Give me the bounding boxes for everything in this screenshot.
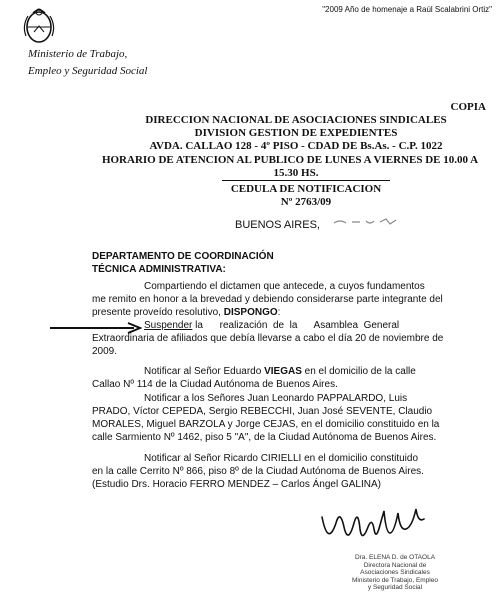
p3-line-2: Callao Nº 114 de la Ciudad Autónoma de Buenos Aires. bbox=[92, 379, 338, 390]
signer-title-4: y Seguridad Social bbox=[367, 584, 423, 591]
p4-line-3: MORALES, Miguel BARZOLA y Jorge CEJAS, en el domicilio constituido en la bbox=[92, 419, 440, 430]
p4-line-2: PRADO, Víctor CEPEDA, Sergio REBECCHI, Juan José SEVENTE, Claudio bbox=[92, 406, 433, 417]
p4-line-4: calle Sarmiento Nº 1462, piso 5 "A", de la Ciudad Autónoma de Buenos Aires. bbox=[92, 432, 437, 443]
header-line-2: DIVISION GESTION DE EXPEDIENTES bbox=[194, 127, 398, 139]
department-line-2: TÉCNICA ADMINISTRATIVA: bbox=[92, 264, 226, 275]
cedula-title: CEDULA DE NOTIFICACION bbox=[230, 183, 382, 195]
city-date-line: BUENOS AIRES, bbox=[235, 219, 320, 231]
p3-line-1-post: en el domicilio de la calle bbox=[304, 366, 416, 377]
homage-note: "2009 Año de homenaje a Raúl Scalabrini Ortiz" bbox=[322, 5, 492, 14]
header-line-4: HORARIO DE ATENCION AL PUBLICO DE LUNES A VIERNES DE 10.00 A bbox=[101, 154, 479, 166]
signer-title-2: Asociaciones Sindicales bbox=[360, 569, 430, 576]
viegas-name: VIEGAS bbox=[264, 366, 302, 377]
p2-line-2: Extraordinaria de afiliados que debía llevarse a cabo el día 20 de noviembre de bbox=[92, 333, 444, 344]
coat-of-arms-logo bbox=[20, 6, 58, 46]
cedula-number: Nº 2763/09 bbox=[280, 196, 332, 208]
handwritten-signature bbox=[316, 503, 446, 551]
p1-line-1: Compartiendo el dictamen que antecede, a cuyos fundamentos bbox=[144, 281, 425, 292]
p2-line-3: 2009. bbox=[92, 346, 118, 357]
signer-name: Dra. ELENA D. de OTAOLA bbox=[354, 554, 436, 561]
p2-line-1-rest: la realización de la Asamblea General bbox=[195, 320, 400, 331]
signature-block bbox=[340, 554, 450, 592]
header-line-3: AVDA. CALLAO 128 - 4º PISO - CDAD DE Bs.As. - C.P. 1022 bbox=[149, 140, 443, 152]
dispongo-text: DISPONGO bbox=[223, 307, 278, 318]
p4-line-1: Notificar a los Señores Juan Leonardo PAPPALARDO, Luis bbox=[144, 393, 408, 404]
signer-title-1: Directora Nacional de bbox=[363, 561, 427, 569]
ministry-line-2: Empleo y Seguridad Social bbox=[28, 65, 148, 77]
p3-line-1-pre: Notificar al Señor Eduardo bbox=[144, 366, 262, 377]
p1-line-3: presente proveído resolutivo, DISPONGO: bbox=[92, 307, 281, 318]
department-line-1: DEPARTAMENTO DE COORDINACIÓN bbox=[92, 251, 274, 262]
p3-line-1 bbox=[144, 366, 416, 378]
ministry-line-1: Ministerio de Trabajo, bbox=[28, 48, 128, 60]
suspend-word: Suspender bbox=[144, 320, 193, 331]
signer-title-3: Ministerio de Trabajo, Empleo bbox=[352, 576, 438, 584]
ministry-letterhead bbox=[28, 46, 147, 80]
p5-line-3: (Estudio Drs. Horacio FERRO MENDEZ – Carlos Ángel GALINA) bbox=[92, 479, 381, 490]
p2-line-1 bbox=[144, 320, 399, 332]
p1-line-2: me remito en honor a la brevedad y debiendo considerarse parte integrante del bbox=[92, 294, 443, 305]
header-line-1: DIRECCION NACIONAL DE ASOCIACIONES SINDICALES bbox=[145, 114, 447, 126]
p5-line-2: en la calle Cerrito Nº 866, piso 8º de la Ciudad Autónoma de Buenos Aires. bbox=[92, 466, 424, 477]
p1-line-3-text: presente proveído resolutivo, bbox=[92, 307, 221, 318]
header-line-5: 15.30 HS. bbox=[273, 167, 319, 179]
copy-label: COPIA bbox=[450, 101, 486, 113]
p5-line-1: Notificar al Señor Ricardo CIRIELLI en el domicilio constituido bbox=[144, 453, 419, 464]
date-stamp bbox=[330, 213, 410, 231]
